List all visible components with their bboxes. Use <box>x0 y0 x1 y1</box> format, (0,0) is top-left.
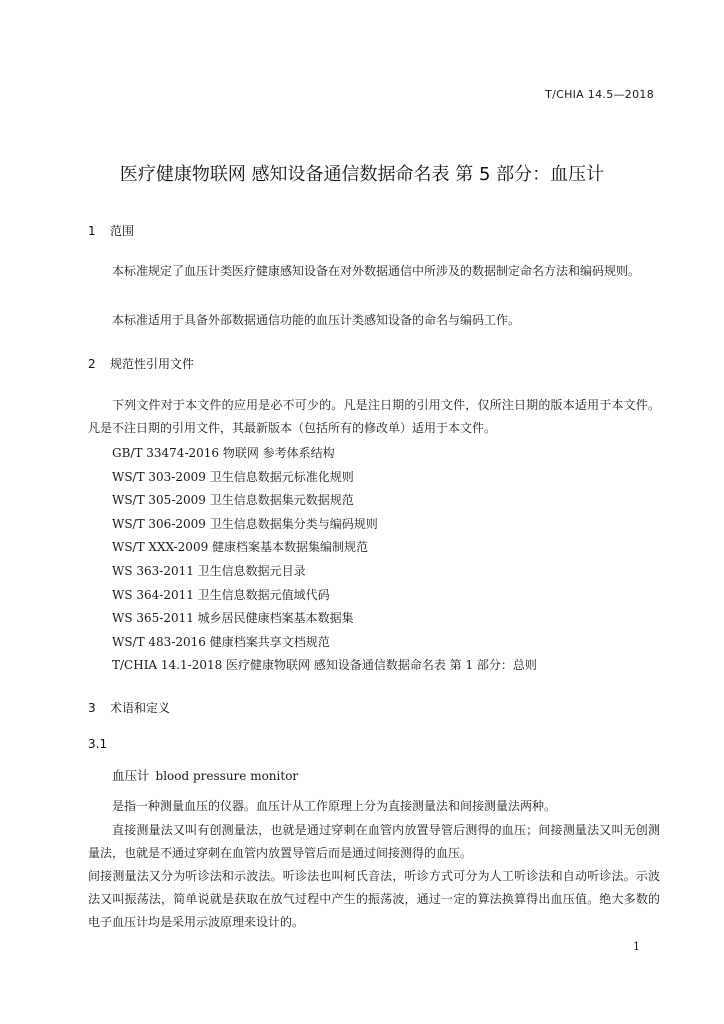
normative-intro: 下列文件对于本文件的应用是必不可少的。凡是注日期的引用文件，仅所注日期的版本适用于本文件。凡是不注日期的引用文件，其最新版本（包括所有的修改单）适用于本文件。 <box>88 398 660 435</box>
reference-item: WS/T 483-2016 健康档案共享文档规范 <box>112 634 330 649</box>
section-number: 2 <box>88 357 96 371</box>
section-number: 1 <box>88 224 96 238</box>
standard-code: T/CHIA 14.5—2018 <box>545 88 654 101</box>
term-english: blood pressure monitor <box>155 769 299 783</box>
reference-item: GB/T 33474-2016 物联网 参考体系结构 <box>112 446 335 460</box>
section-title: 规范性引用文件 <box>110 357 195 371</box>
reference-item: T/CHIA 14.1-2018 医疗健康物联网 感知设备通信数据命名表 第 1 部分：总则 <box>112 658 537 673</box>
reference-item: WS/T 305-2009 卫生信息数据集元数据规范 <box>112 493 354 508</box>
definition-paragraph-3: 间接测量法又分为听诊法和示波法。听诊法也叫柯氏音法，听诊方式可分为人工听诊法和自动听诊法。示波法又叫振荡法，简单说就是获取在放气过程中产生的振荡波，通过一定的算法换算得出血压值。绝大多数的电子血压计均是采用示波原理来设计的。 <box>88 869 660 929</box>
section-3-heading <box>88 699 170 716</box>
reference-item: WS 365-2011 城乡居民健康档案基本数据集 <box>112 611 354 626</box>
scope-paragraph-2: 本标准适用于具备外部数据通信功能的血压计类感知设备的命名与编码工作。 <box>112 313 521 327</box>
term-chinese: 血压计 <box>112 768 150 783</box>
reference-item: WS/T 303-2009 卫生信息数据元标准化规则 <box>112 469 354 484</box>
definition-paragraph-2: 直接测量法又叫有创测量法，也就是通过穿刺在血管内放置导管后测得的血压；间接测量法又叫无创测量法，也就是不通过穿刺在血管内放置导管后而是通过间接测得的血压。 <box>88 823 660 860</box>
definition-paragraph-1: 是指一种测量血压的仪器。血压计从工作原理上分为直接测量法和间接测量法两种。 <box>112 799 557 813</box>
section-title: 术语和定义 <box>110 701 171 715</box>
reference-list <box>112 442 537 678</box>
reference-item: WS/T 306-2009 卫生信息数据集分类与编码规则 <box>112 516 378 531</box>
document-title: 医疗健康物联网 感知设备通信数据命名表 第 5 部分：血压计 <box>119 164 605 185</box>
section-2-heading <box>88 355 194 372</box>
scope-paragraph-1: 本标准规定了血压计类医疗健康感知设备在对外数据通信中所涉及的数据制定命名方法和编码规则。 <box>112 264 641 278</box>
section-number: 3 <box>88 701 96 715</box>
section-1-heading <box>88 222 134 239</box>
page-number: 1 <box>633 940 640 953</box>
reference-item: WS 364-2011 卫生信息数据元值域代码 <box>112 587 330 602</box>
reference-item: WS/T XXX-2009 健康档案基本数据集编制规范 <box>112 540 369 555</box>
section-title: 范围 <box>110 224 135 238</box>
term-entry <box>112 765 298 784</box>
reference-item: WS 363-2011 卫生信息数据元目录 <box>112 563 306 578</box>
subsection-number: 3.1 <box>88 737 108 751</box>
